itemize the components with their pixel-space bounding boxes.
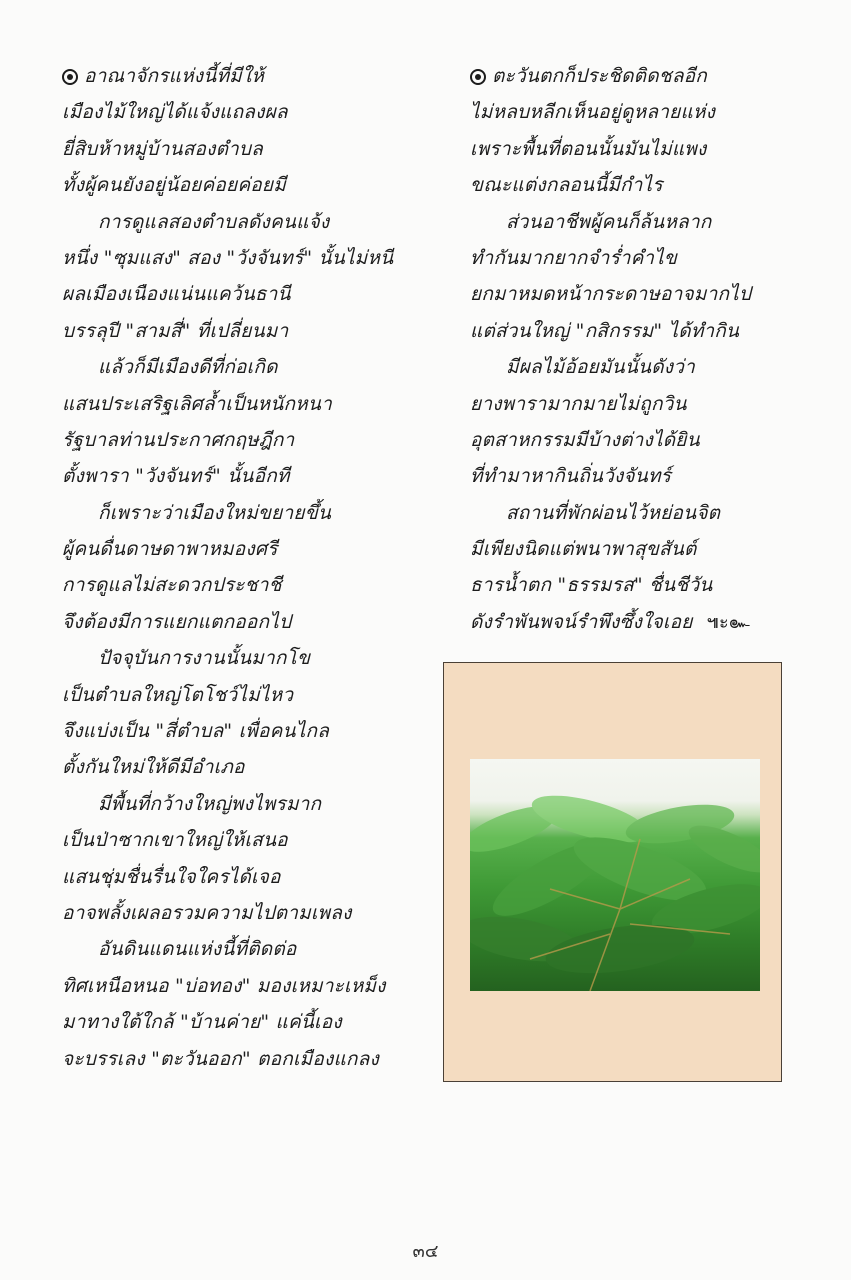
page-number: ๓๔ [412,1241,439,1262]
circle-bullet-icon [62,69,78,85]
poem-line-text: เมืองไม้ใหญ่ได้แจ้งแถลงผล [62,101,288,124]
poem-line-text: ส่วนอาชีพผู้คนก็ล้นหลาก [506,210,712,233]
poem-line [62,313,432,349]
poem-line-text: ไม่หลบหลีกเห็นอยู่ดูหลายแห่ง [470,101,716,124]
poem-line-text: แล้วก็มีเมืองดีที่ก่อเกิด [98,356,278,379]
poem-line-text: ผู้คนดื่นดาษดาพาหมองศรี [62,538,278,561]
poem-line [62,422,432,458]
poem-line-text: การดูแลสองตำบลดังคนแจ้ง [98,210,330,233]
poem-line [62,1004,432,1040]
poem-column-left [62,58,432,1077]
poem-line [62,859,432,895]
poem-line-text: ยกมาหมดหน้ากระดาษอาจมากไป [470,283,752,306]
poem-line-text: มีผลไม้อ้อยมันนั้นดังว่า [506,356,695,379]
poem-line [62,640,432,676]
poem-line [62,495,432,531]
poem-line [62,1041,432,1077]
poem-line-text: มาทางใต้ใกล้ "บ้านค่าย" แค่นี้เอง [62,1011,342,1034]
poem-line-text: ตั้งพารา "วังจันทร์" นั้นอีกที [62,465,290,488]
poem-line [470,349,820,385]
poem-line [470,276,820,312]
poem-line [62,204,432,240]
poem-line [62,349,432,385]
poem-column-right [470,58,820,640]
poem-line-text: ทิศเหนือหนอ "บ่อทอง" มองเหมาะเหม็ง [62,974,386,997]
poem-line-text: จึงแบ่งเป็น "สี่ตำบล" เพื่อคนไกล [62,720,330,743]
poem-line-text: ขณะแต่งกลอนนี้มีกำไร [470,174,663,197]
poem-line [470,204,820,240]
poem-line-text: จึงต้องมีการแยกแตกออกไป [62,610,292,633]
poem-line-text: การดูแลไม่สะดวกประชาชี [62,574,282,597]
poem-line [470,531,820,567]
poem-line [62,931,432,967]
poem-line [62,386,432,422]
poem-line [470,458,820,494]
poem-line-text: อันดินแดนแห่งนี้ที่ติดต่อ [98,938,297,961]
poem-line-text: แสนประเสริฐเลิศล้ำเป็นหนักหนา [62,392,332,415]
poem-line-text: บรรลุปี "สามสี่" ที่เปลี่ยนมา [62,319,289,342]
leaf-illustration [470,759,760,991]
poem-line-text: รัฐบาลท่านประกาศกฤษฎีกา [62,428,295,451]
poem-line [62,58,432,94]
poem-line [62,240,432,276]
poem-line-text: มีเพียงนิดแต่พนาพาสุขสันต์ [470,538,697,561]
poem-line [470,240,820,276]
poem-line-text: อาณาจักรแห่งนี้ที่มีให้ [84,65,265,87]
cassava-plant-photo [470,759,760,991]
poem-line [470,313,820,349]
poem-line [62,604,432,640]
poem-line-text: ทั้งผู้คนยังอยู่น้อยค่อยค่อยมี [62,174,286,197]
poem-line-text: ผลเมืองเนืองแน่นแคว้นธานี [62,283,291,306]
poem-line [470,422,820,458]
poem-line [62,822,432,858]
poem-line [62,749,432,785]
poem-line-text: แสนชุ่มชื่นรื่นใจใครได้เจอ [62,865,281,888]
poem-line-text: ดังรำพันพจน์รำพึงซึ้งใจเอย [470,610,693,633]
poem-line [62,786,432,822]
poem-line-text: ตั้งกันใหม่ให้ดีมีอำเภอ [62,756,245,779]
poem-line [470,567,820,603]
poem-line [62,276,432,312]
poem-line-text: ทำกันมากยากจำร่ำคำไข [470,246,678,269]
poem-line-text: จะบรรเลง "ตะวันออก" ตอกเมืองแกลง [62,1047,379,1070]
poem-line [470,167,820,203]
poem-line-text: อุตสาหกรรมมีบ้างต่างได้ยิน [470,428,700,451]
poem-line-text: สถานที่พักผ่อนไว้หย่อนจิต [506,501,721,524]
verse-end-mark: ๚ะ๛ [706,611,750,633]
poem-line [62,713,432,749]
poem-line-text: เป็นตำบลใหญ่โตโชว์ไม่ไหว [62,683,294,706]
poem-line-text: ธารน้ำตก "ธรรมรส" ชื่นชีวัน [470,574,713,597]
poem-line-text: อาจพลั้งเผลอรวมความไปตามเพลง [62,901,352,924]
poem-line-text: ตะวันตกก็ประชิดติดชลอีก [492,65,707,87]
poem-line-text: ยี่สิบห้าหมู่บ้านสองตำบล [62,137,263,160]
poem-line [62,968,432,1004]
poem-line-text: เป็นป่าซากเขาใหญ่ให้เสนอ [62,829,288,852]
poem-line-text: เพราะพื้นที่ตอนนั้นมันไม่แพง [470,137,707,160]
poem-line-text: ปัจจุบันการงานนั้นมากโข [98,647,311,670]
photo-frame [443,662,782,1082]
poem-line-text: ก็เพราะว่าเมืองใหม่ขยายขึ้น [98,501,332,524]
poem-line [62,677,432,713]
poem-line [62,567,432,603]
poem-line [62,94,432,130]
poem-line [62,895,432,931]
poem-line [62,531,432,567]
poem-line [470,386,820,422]
poem-line-text: ยางพารามากมายไม่ถูกวิน [470,392,687,415]
poem-line-text: แต่ส่วนใหญ่ "กสิกรรม" ได้ทำกิน [470,319,740,342]
poem-line-text: ที่ทำมาหากินถิ่นวังจันทร์ [470,465,672,488]
poem-line-text: หนึ่ง "ซุมแสง" สอง "วังจันทร์" นั้นไม่หนี [62,246,394,269]
poem-line [62,167,432,203]
poem-line [470,495,820,531]
poem-line [470,131,820,167]
circle-bullet-icon [470,69,486,85]
poem-line [62,131,432,167]
poem-line-text: มีพื้นที่กว้างใหญ่พงไพรมาก [98,792,322,815]
poem-line [470,94,820,130]
poem-line [62,458,432,494]
poem-line [470,58,820,94]
poem-line [470,604,820,640]
